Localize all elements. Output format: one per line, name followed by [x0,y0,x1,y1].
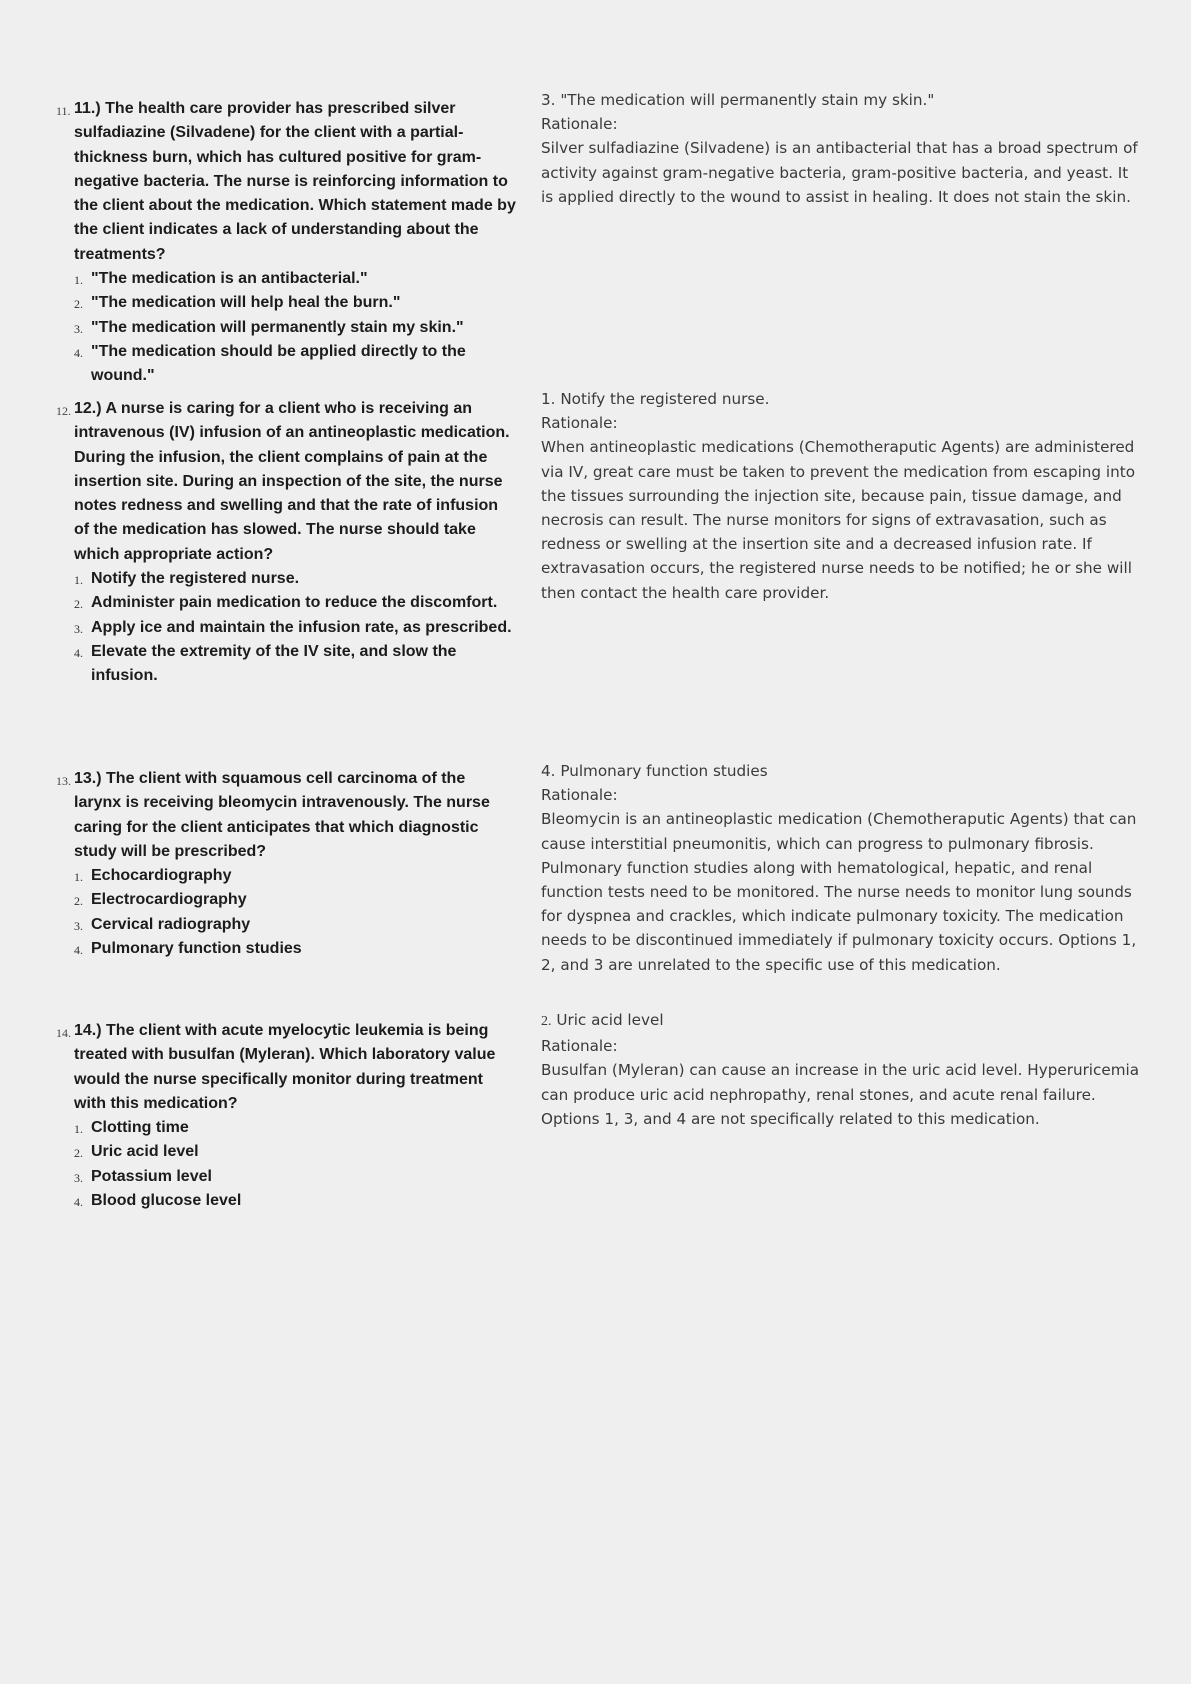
question-11 [56,97,516,389]
option-text: Electrocardiography [91,891,247,909]
option-number: 2. [74,597,83,612]
option-number: 2. [74,894,83,909]
option-text: Potassium level [91,1167,212,1185]
options-list [74,1116,516,1213]
answer-block-11 [541,88,1141,209]
answer-number: 2. [541,1014,552,1029]
option-number: 2. [74,297,83,312]
question-text: The client with squamous cell carcinoma of the larynx is receiving bleomycin intravenously. The nurse caring for the client anticipates that which diagnostic study will be prescribed? [74,770,490,860]
question-label: 13.) [74,770,102,787]
option [74,1165,516,1189]
option-number: 1. [74,1122,83,1137]
option-text: "The medication will permanently stain my skin." [91,318,464,336]
option-text: Uric acid level [91,1143,199,1161]
question-stem [74,97,516,267]
rationale-text: When antineoplastic medications (Chemotheraputic Agents) are administered via IV, great care must be taken to prevent the medication from escaping into the tissues surrounding the injection site, because pain, tissue damage, and necrosis can result. The nurse monitors for signs of extravasation, such as redness or swelling at the insertion site and a decreased infusion rate. If extravasation occurs, the registered nurse needs to be notified; he or she will then contact the health care provider. [541,438,1135,602]
option-text: "The medication should be applied directly to the wound." [91,342,466,385]
question-text: A nurse is caring for a client who is receiving an intravenous (IV) infusion of an antineoplastic medication. During the infusion, the client complains of pain at the insertion site. During an inspection of the site, the nurse notes redness and swelling and that the rate of infusion of the medication has slowed. The nurse should take which appropriate action? [74,400,510,563]
question-label: 12.) [74,400,102,417]
option-text: Pulmonary function studies [91,940,302,958]
question-stem [74,1019,516,1116]
answer-text: 4. Pulmonary function studies [541,762,768,780]
option-number: 1. [74,870,83,885]
option [74,640,516,689]
option [74,1189,516,1213]
option [74,291,516,315]
option-text: Cervical radiography [91,915,251,933]
option [74,616,516,640]
option-number: 4. [74,1195,83,1210]
option-number: 4. [74,943,83,958]
question-label: 14.) [74,1022,102,1039]
option-text: "The medication is an antibacterial." [91,270,368,288]
question-14 [56,1019,516,1213]
rationale-label: Rationale: [541,414,618,433]
question-label: 11.) [74,100,101,117]
rationale-text: Bleomycin is an antineoplastic medication (Chemotheraputic Agents) that can cause interstitial pneumonitis, which can progress to pulmonary fibrosis. Pulmonary function studies along with hematological, hepatic, and renal function tests need to be monitored. The nurse needs to monitor lung sounds for dyspnea and crackles, which indicate pulmonary toxicity. The medication needs to be discontinued immediately if pulmonary toxicity occurs. Options 1, 2, and 3 are unrelated to the specific use of this medication. [541,810,1137,974]
option [74,864,516,888]
rationale-label: Rationale: [541,115,618,134]
option [74,888,516,912]
option [74,591,516,615]
answer-text: 3. "The medication will permanently stain my skin." [541,91,935,109]
option [74,567,516,591]
answer-block-13 [541,759,1141,977]
option-text: Echocardiography [91,867,232,885]
option-text: Blood glucose level [91,1192,242,1210]
option-number: 2. [74,1146,83,1161]
option-number: 3. [74,918,83,933]
rationale-label: Rationale: [541,786,618,805]
option-number: 4. [74,645,83,660]
option-text: "The medication will help heal the burn." [91,294,401,312]
question-stem [74,767,516,864]
answer-value: Uric acid level [556,1011,664,1029]
question-number: 13. [56,774,71,788]
option-text: Administer pain medication to reduce the discomfort. [91,594,498,612]
option-number: 1. [74,573,83,588]
question-stem [74,397,516,567]
options-list [74,567,516,688]
option [74,340,516,389]
question-text: The health care provider has prescribed silver sulfadiazine (Silvadene) for the client with a partial-thickness burn, which has cultured positive for gram-negative bacteria. The nurse is reinforcing information to the client about the medication. Which statement made by the client indicates a lack of understanding about the treatments? [74,100,516,263]
question-number: 12. [56,404,71,418]
question-13 [56,767,516,961]
option [74,937,516,961]
option [74,913,516,937]
question-number: 11. [56,104,71,118]
option-number: 3. [74,621,83,636]
option-text: Notify the registered nurse. [91,570,300,588]
options-list [74,864,516,961]
option-number: 1. [74,273,83,288]
question-text: The client with acute myelocytic leukemia is being treated with busulfan (Myleran). Which laboratory value would the nurse specifically monitor during treatment with this medication? [74,1022,496,1112]
answer-block-12 [541,387,1141,605]
option-number: 3. [74,321,83,336]
option-number: 3. [74,1170,83,1185]
option [74,267,516,291]
rationale-text: Busulfan (Myleran) can cause an increase in the uric acid level. Hyperuricemia can produce uric acid nephropathy, renal stones, and acute renal failure. Options 1, 3, and 4 are not specifically related to this medication. [541,1061,1140,1128]
option-text: Clotting time [91,1119,189,1137]
answer-block-14 [541,1008,1141,1131]
question-12 [56,397,516,689]
option-text: Apply ice and maintain the infusion rate, as prescribed. [91,618,512,636]
answer-text [541,1008,1141,1034]
rationale-text: Silver sulfadiazine (Silvadene) is an antibacterial that has a broad spectrum of activity against gram-negative bacteria, gram-positive bacteria, and yeast. It is applied directly to the wound to assist in healing. It does not stain the skin. [541,139,1138,206]
option-text: Elevate the extremity of the IV site, and slow the infusion. [91,642,457,685]
options-list [74,267,516,388]
option-number: 4. [74,345,83,360]
answer-text: 1. Notify the registered nurse. [541,390,770,408]
option [74,1140,516,1164]
option [74,316,516,340]
question-number: 14. [56,1026,71,1040]
option [74,1116,516,1140]
rationale-label: Rationale: [541,1037,618,1056]
